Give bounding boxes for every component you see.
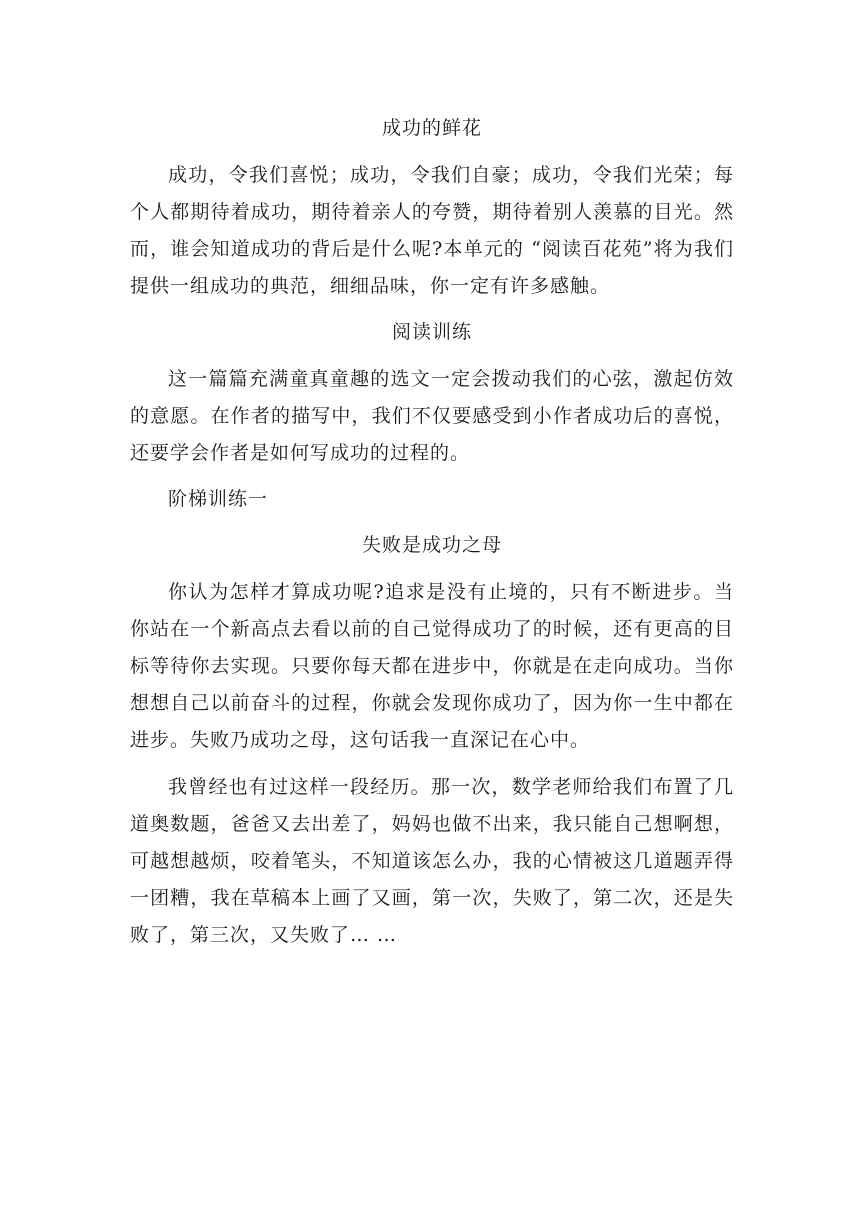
section-title: 阅读训练 — [391, 321, 472, 343]
step-label: 阶梯训练一 — [168, 488, 269, 510]
essay-paragraph-1: 你认为怎样才算成功呢?追求是没有止境的，只有不断进步。当你站在一个新高点去看以前的自己觉得成功了的时候，还有更高的目标等待你去实现。只要你每天都在进步中，你就是在走向成功。当你想想自己以前奋斗的过程，你就会发现你成功了，因为你一生中都在进步。失败乃成功之母，这句话我一直深记在心中。 — [130, 581, 734, 751]
essay-paragraph-2: 我曾经也有过这样一段经历。那一次，数学老师给我们布置了几道奥数题，爸爸又去出差了，妈妈也做不出来，我只能自己想啊想，可越想越烦，咬着笔头，不知道该怎么办，我的心情被这几道题弄得一团糟，我在草稿本上画了又画，第一次，失败了，第二次，还是失败了，第三次，又失败了… … — [130, 776, 734, 946]
section-paragraph: 这一篇篇充满童真童趣的选文一定会拨动我们的心弦，激起仿效的意愿。在作者的描写中，我们不仅要感受到小作者成功后的喜悦，还要学会作者是如何写成功的过程的。 — [130, 368, 734, 464]
essay-title: 失败是成功之母 — [361, 534, 502, 556]
document-title: 成功的鲜花 — [381, 117, 482, 139]
intro-paragraph: 成功，令我们喜悦；成功，令我们自豪；成功，令我们光荣；每个人都期待着成功，期待着亲人的夸赞，期待着别人羡慕的目光。然而，谁会知道成功的背后是什么呢?本单元的 “阅读百花苑”将为我们提供一组成功的典范，细细品味，你一定有许多感触。 — [130, 164, 734, 297]
